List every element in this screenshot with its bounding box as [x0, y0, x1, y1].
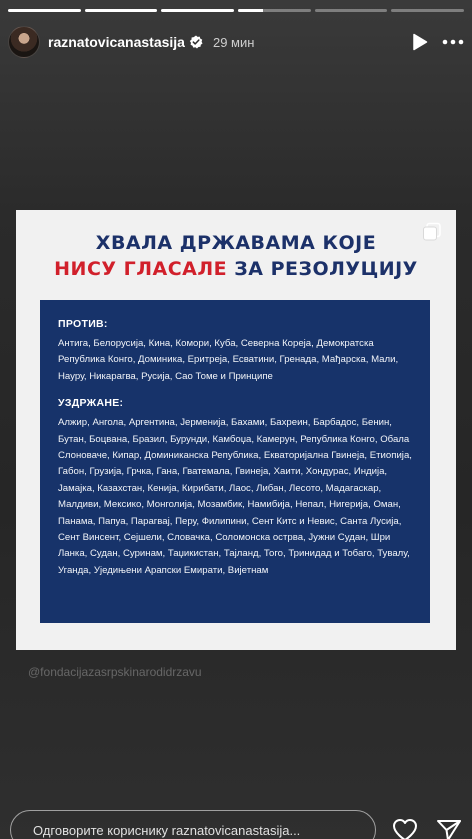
post-title-line2 [16, 258, 456, 280]
heart-icon[interactable] [392, 818, 418, 839]
post-title-highlight: НИСУ ГЛАСАЛЕ [54, 258, 228, 280]
avatar[interactable] [8, 26, 40, 58]
story-progress-bar [8, 9, 464, 12]
reply-placeholder: Одговорите кориснику raznatovicanastasija... [33, 822, 301, 838]
against-list: Антига, Белорусија, Кина, Комори, Куба, Северна Кореја, Демократска Република Конго, Доминика, Еритреја, Есватини, Гренада, Мађарска, Мали, Науру, Никарагва, Русија, Сао Томе и Принципе [58, 338, 399, 382]
post-title-line1: ХВАЛА ДРЖАВАМА КОЈЕ [95, 232, 377, 254]
username[interactable]: raznatovicanastasija [48, 34, 185, 50]
against-label: ПРОТИВ: [58, 318, 108, 330]
abstained-list: Алжир, Ангола, Аргентина, Јерменија, Бахами, Бахреин, Барбадос, Бенин, Бутан, Боцвана, Бразил, Бурунди, Камбоџа, Камерун, Република Конго, Обала Слоноваче, Кипар, Доминиканска Република, Екваторијална Гвинеја, Етиопија, Габон, Грузија, Грчка, Гана, Гватемала, Гвинеја, Хаити, Хондурас, Индија, Јамајка, Казахстан, Кенија, Кирибати, Лаос, Либан, Лесото, Мадагаскар, Малдиви, Мексико, Монголија, Мозамбик, Намибија, Непал, Нигерија, Оман, Панама, Папуа, Парагвај, Перу, Филипини, Сент Китс и Невис, Санта Лусија, Сент Винсент, Сејшели, Словачка, Соломонска острва, Јужни Судан, Шри Ланка, Судан, Суринам, Таџикистан, Тајланд, Того, Тринидад и Тобаго, Тувалу, Уганда, Уједињени Арапски Емирати, Вијетнам [58, 417, 412, 576]
mention-sticker[interactable]: @fondacijazasrpskinarodidrzavu [28, 665, 202, 679]
more-icon[interactable] [442, 39, 464, 45]
post-card[interactable] [16, 210, 456, 650]
progress-segment [315, 9, 388, 12]
story-timestamp: 29 мин [212, 34, 255, 50]
story-header [8, 25, 464, 59]
reply-input[interactable] [10, 810, 376, 839]
send-icon[interactable] [436, 818, 462, 839]
progress-segment [85, 9, 158, 12]
progress-segment [161, 9, 234, 12]
play-icon[interactable] [412, 33, 428, 51]
verified-badge-icon [189, 35, 203, 49]
abstained-label: УЗДРЖАНЕ: [58, 397, 124, 410]
countries-panel [40, 300, 430, 623]
progress-segment [8, 9, 81, 12]
progress-segment [391, 9, 464, 12]
progress-segment [238, 9, 311, 12]
post-title-rest: ЗА РЕЗОЛУЦИЈУ [234, 258, 418, 280]
